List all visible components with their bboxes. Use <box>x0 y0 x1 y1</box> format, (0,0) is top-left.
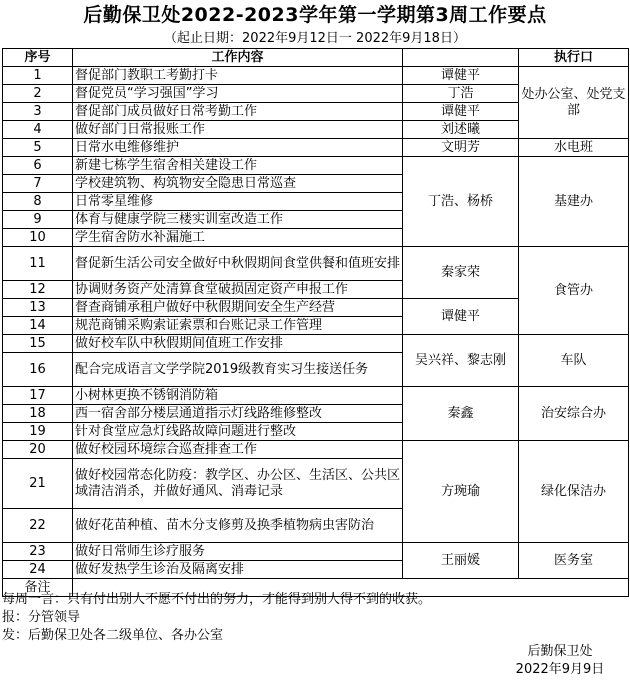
table-row <box>3 441 629 459</box>
row-content: 督促党员“学习强国”学习 <box>73 85 403 103</box>
row-no: 24 <box>3 561 73 579</box>
header-row <box>3 49 629 67</box>
row-content: 做好校车队中秋假期间值班工作安排 <box>73 335 403 353</box>
row-content: 做好日常师生诊疗服务 <box>73 543 403 561</box>
header-unit: 执行口 <box>519 49 629 67</box>
report-to: 报：分管领导 <box>2 610 81 625</box>
row-person: 谭健平 <box>403 103 519 121</box>
row-content: 督促部门成员做好日常考勤工作 <box>73 103 403 121</box>
row-no: 8 <box>3 193 73 211</box>
document-title: 后勤保卫处2022-2023学年第一学期第3周工作要点 <box>83 4 547 26</box>
header-content: 工作内容 <box>73 49 403 67</box>
row-content: 新建七栋学生宿舍相关建设工作 <box>73 157 403 175</box>
row-content: 做好部门日常报账工作 <box>73 121 403 139</box>
row-content: 日常水电维修维护 <box>73 139 403 157</box>
row-no: 7 <box>3 175 73 193</box>
header-no: 序号 <box>3 49 73 67</box>
row-content: 规范商铺采购索证索票和台账记录工作管理 <box>73 317 403 335</box>
row-content: 配合完成语言文学学院2019级教育实习生接送任务 <box>73 353 403 387</box>
work-table <box>2 48 629 597</box>
row-unit: 处办公室、处党支部 <box>519 67 629 139</box>
row-no: 5 <box>3 139 73 157</box>
table-row <box>3 387 629 405</box>
date-range: （起止日期：2022年9月12日一 2022年9月18日） <box>164 31 466 46</box>
row-person: 谭健平 <box>403 67 519 85</box>
row-no: 14 <box>3 317 73 335</box>
row-no: 20 <box>3 441 73 459</box>
row-content: 做好发热学生诊治及隔离安排 <box>73 561 403 579</box>
row-content: 西一宿舍部分楼层通道指示灯线路维修整改 <box>73 405 403 423</box>
row-no: 9 <box>3 211 73 229</box>
row-no: 17 <box>3 387 73 405</box>
row-content: 督促部门教职工考勤打卡 <box>73 67 403 85</box>
row-person: 谭健平 <box>403 299 519 335</box>
table-row <box>3 247 629 281</box>
row-no: 12 <box>3 281 73 299</box>
row-content: 做好校园常态化防疫：教学区、办公区、生活区、公共区域清洁消杀，并做好通风、消毒记录 <box>73 459 403 509</box>
row-no: 4 <box>3 121 73 139</box>
row-content: 学校建筑物、构筑物安全隐患日常巡查 <box>73 175 403 193</box>
row-content: 日常零星维修 <box>73 193 403 211</box>
row-content: 小树林更换不锈钢消防箱 <box>73 387 403 405</box>
row-no: 15 <box>3 335 73 353</box>
row-no: 16 <box>3 353 73 387</box>
row-unit: 绿化保洁办 <box>519 441 629 543</box>
table-row <box>3 157 629 175</box>
row-no: 6 <box>3 157 73 175</box>
row-content: 督促新生活公司安全做好中秋假期间食堂供餐和值班安排 <box>73 247 403 281</box>
row-no: 23 <box>3 543 73 561</box>
row-person: 丁浩 <box>403 85 519 103</box>
row-content: 督查商铺承租户做好中秋假期间安全生产经营 <box>73 299 403 317</box>
row-person: 王丽媛 <box>403 543 519 579</box>
row-no: 18 <box>3 405 73 423</box>
row-content: 协调财务资产处清算食堂破损固定资产申报工作 <box>73 281 403 299</box>
signature-org: 后勤保卫处 <box>527 644 593 659</box>
row-content: 体育与健康学院三楼实训室改造工作 <box>73 211 403 229</box>
row-person: 方琬瑜 <box>403 441 519 543</box>
row-content: 学生宿舍防水补漏施工 <box>73 229 403 247</box>
table-row <box>3 335 629 353</box>
row-person: 吴兴祥、黎志刚 <box>403 335 519 387</box>
row-unit: 车队 <box>519 335 629 387</box>
row-person: 秦家荣 <box>403 247 519 299</box>
table-row <box>3 543 629 561</box>
row-no: 22 <box>3 509 73 543</box>
row-unit: 食管办 <box>519 247 629 335</box>
table-row <box>3 67 629 85</box>
row-unit: 水电班 <box>519 139 629 157</box>
weekly-motto: 每周一言：只有付出别人不愿不付出的努力，才能得到别人得不到的收获。 <box>2 592 432 607</box>
row-person: 秦鑫 <box>403 387 519 441</box>
row-no: 13 <box>3 299 73 317</box>
row-no: 10 <box>3 229 73 247</box>
row-unit: 医务室 <box>519 543 629 579</box>
row-person: 丁浩、杨桥 <box>403 157 519 247</box>
row-no: 19 <box>3 423 73 441</box>
row-content: 做好校园环境综合巡查排查工作 <box>73 441 403 459</box>
distribute-to: 发：后勤保卫处各二级单位、各办公室 <box>2 628 224 643</box>
row-unit: 基建办 <box>519 157 629 247</box>
row-no: 21 <box>3 459 73 509</box>
row-person: 文明芳 <box>403 139 519 157</box>
row-unit: 治安综合办 <box>519 387 629 441</box>
row-no: 11 <box>3 247 73 281</box>
row-content: 针对食堂应急灯线路故障问题进行整改 <box>73 423 403 441</box>
header-person <box>403 49 519 67</box>
row-no: 3 <box>3 103 73 121</box>
row-content: 做好花苗种植、苗木分支修剪及换季植物病虫害防治 <box>73 509 403 543</box>
row-no: 1 <box>3 67 73 85</box>
row-person: 刘述曦 <box>403 121 519 139</box>
remark-label: 备注 <box>3 579 73 597</box>
signature-date: 2022年9月9日 <box>515 662 605 677</box>
table-row <box>3 139 629 157</box>
row-no: 2 <box>3 85 73 103</box>
